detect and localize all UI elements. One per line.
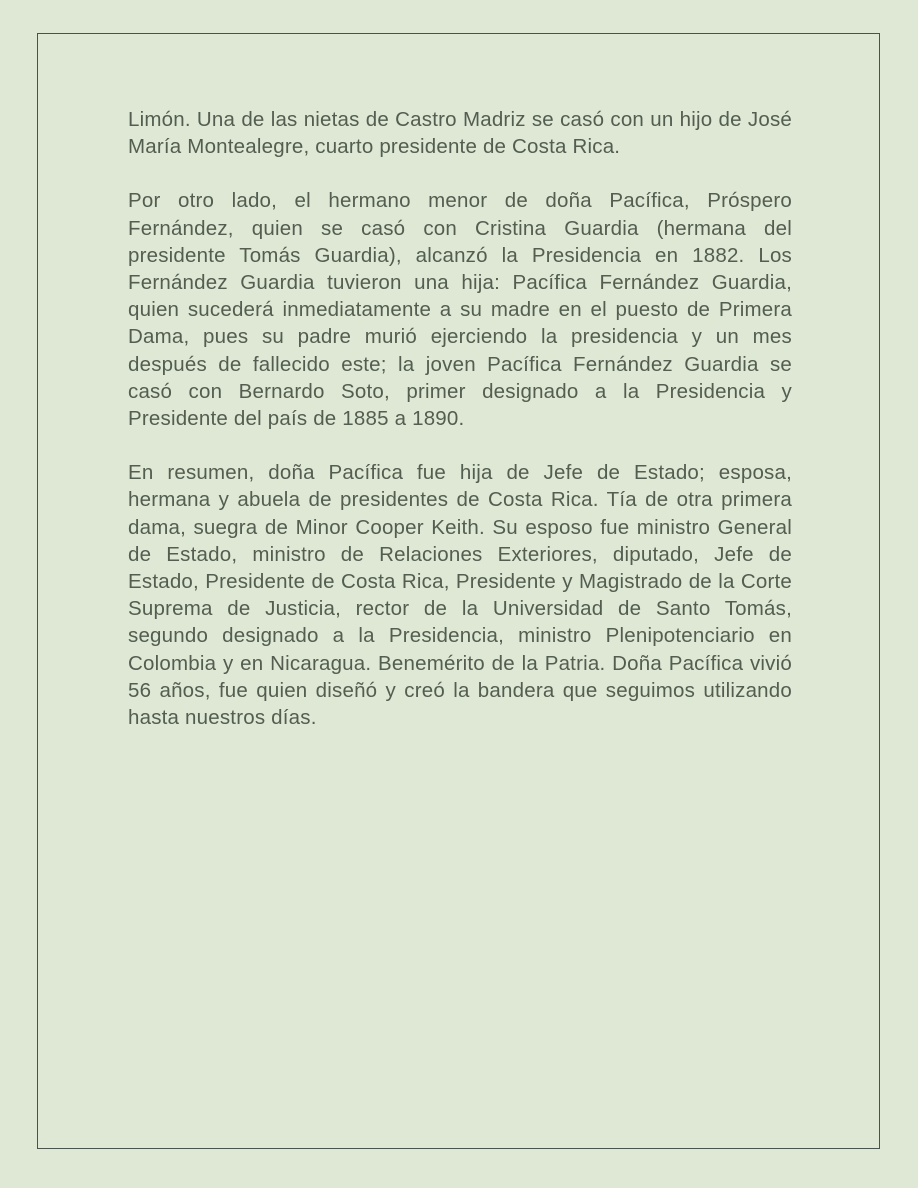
document-text-column: [128, 106, 792, 731]
paragraph: Limón. Una de las nietas de Castro Madriz se casó con un hijo de José María Montealegre, cuarto presidente de Costa Rica.: [128, 108, 792, 159]
document-page-frame: [37, 33, 880, 1149]
paragraph: En resumen, doña Pacífica fue hija de Jefe de Estado; esposa, hermana y abuela de presidentes de Costa Rica. Tía de otra primera dama, suegra de Minor Cooper Keith. Su esposo fue ministro General de Estado, ministro de Relaciones Exteriores, diputado, Jefe de Estado, Presidente de Costa Rica, Presidente y Magistrado de la Corte Suprema de Justicia, rector de la Universidad de Santo Tomás, segundo designado a la Presidencia, ministro Plenipotenciario en Colombia y en Nicaragua. Benemérito de la Patria. Doña Pacífica vivió 56 años, fue quien diseñó y creó la bandera que seguimos utilizando hasta nuestros días.: [128, 461, 792, 730]
paragraph: Por otro lado, el hermano menor de doña Pacífica, Próspero Fernández, quien se casó con Cristina Guardia (hermana del presidente Tomás Guardia), alcanzó la Presidencia en 1882. Los Fernández Guardia tuvieron una hija: Pacífica Fernández Guardia, quien sucederá inmediatamente a su madre en el puesto de Primera Dama, pues su padre murió ejerciendo la presidencia y un mes después de fallecido este; la joven Pacífica Fernández Guardia se casó con Bernardo Soto, primer designado a la Presidencia y Presidente del país de 1885 a 1890.: [128, 189, 792, 431]
